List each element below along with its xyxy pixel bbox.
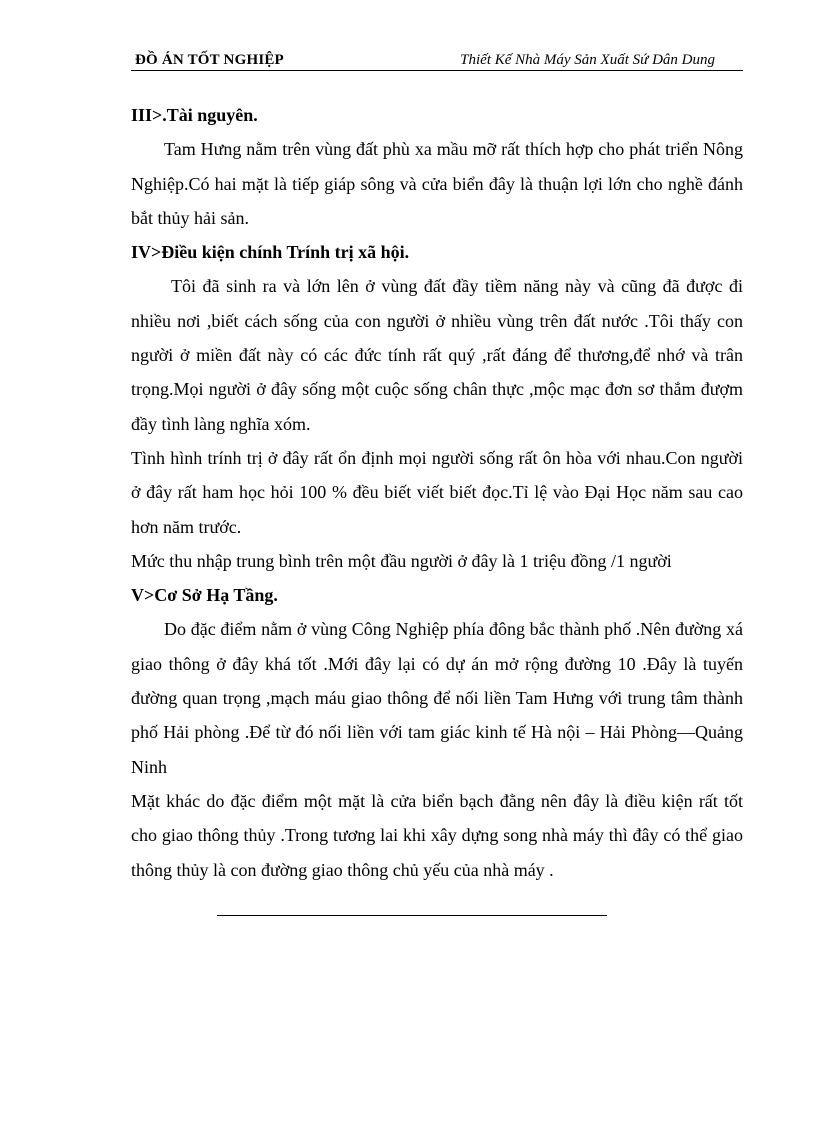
- paragraph-roads: Do đặc điểm nằm ở vùng Công Nghiệp phía đông bắc thành phố .Nên đường xá giao thông ở đây khá tốt .Mới đây lại có dự án mở rộng đường 10 .Đây là tuyến đường quan trọng ,mạch máu giao thông để nối liền Tam Hưng với trung tâm thành phố Hải phòng .Để từ đó nối liền với tam giác kinh tế Hà nội – Hải Phòng—Quảng Ninh: [131, 619, 743, 777]
- paragraph-income: Mức thu nhập trung bình trên một đầu người ở đây là 1 triệu đồng /1 người: [131, 550, 672, 571]
- paragraph-people: Tôi đã sinh ra và lớn lên ở vùng đất đầy tiềm năng này và cũng đã được đi nhiều nơi ,biết cách sống của con người ở nhiều vùng trên đất nước .Tôi thấy con người ở miền đất này có các đức tính rất quý ,rất đáng để thương,để nhớ và trân trọng.Mọi người ở đây sống một cuộc sống chân thực ,mộc mạc đơn sơ thắm đượm đầy tình làng nghĩa xóm.: [131, 276, 743, 434]
- document-title-label: Thiết Kế Nhà Máy Sản Xuất Sứ Dân Dung: [460, 52, 715, 68]
- section-heading-resources: III>.Tài nguyên.: [131, 105, 258, 125]
- paragraph-political-situation: Tình hình trính trị ở đây rất ổn định mọi người sống rất ôn hòa với nhau.Con người ở đây rất ham học hỏi 100 % đều biết viết biết đọc.Tỉ lệ vào Đại Học năm sau cao hơn năm trước.: [131, 447, 743, 537]
- document-body: [131, 98, 743, 887]
- section-heading-politics-society: IV>Điều kiện chính Trính trị xã hội.: [131, 242, 410, 263]
- page-header: [131, 50, 743, 71]
- section-heading-infrastructure: V>Cơ Sở Hạ Tầng.: [131, 585, 278, 606]
- paragraph-waterway: Mặt khác do đặc điểm một mặt là cửa biển bạch đằng nên đây là điều kiện rất tốt cho giao thông thủy .Trong tương lai khi xây dựng song nhà máy thì đây có thể giao thông thủy là con đường giao thông chủ yếu của nhà máy .: [131, 790, 743, 880]
- document-type-label: ĐỒ ÁN TỐT NGHIỆP: [135, 52, 284, 68]
- end-divider: [217, 915, 607, 916]
- paragraph-resources: Tam Hưng nằm trên vùng đất phù xa mầu mỡ rất thích hợp cho phát triển Nông Nghiệp.Có hai mặt là tiếp giáp sông và cửa biển đây là thuận lợi lớn cho nghề đánh bắt thủy hải sản.: [131, 139, 743, 228]
